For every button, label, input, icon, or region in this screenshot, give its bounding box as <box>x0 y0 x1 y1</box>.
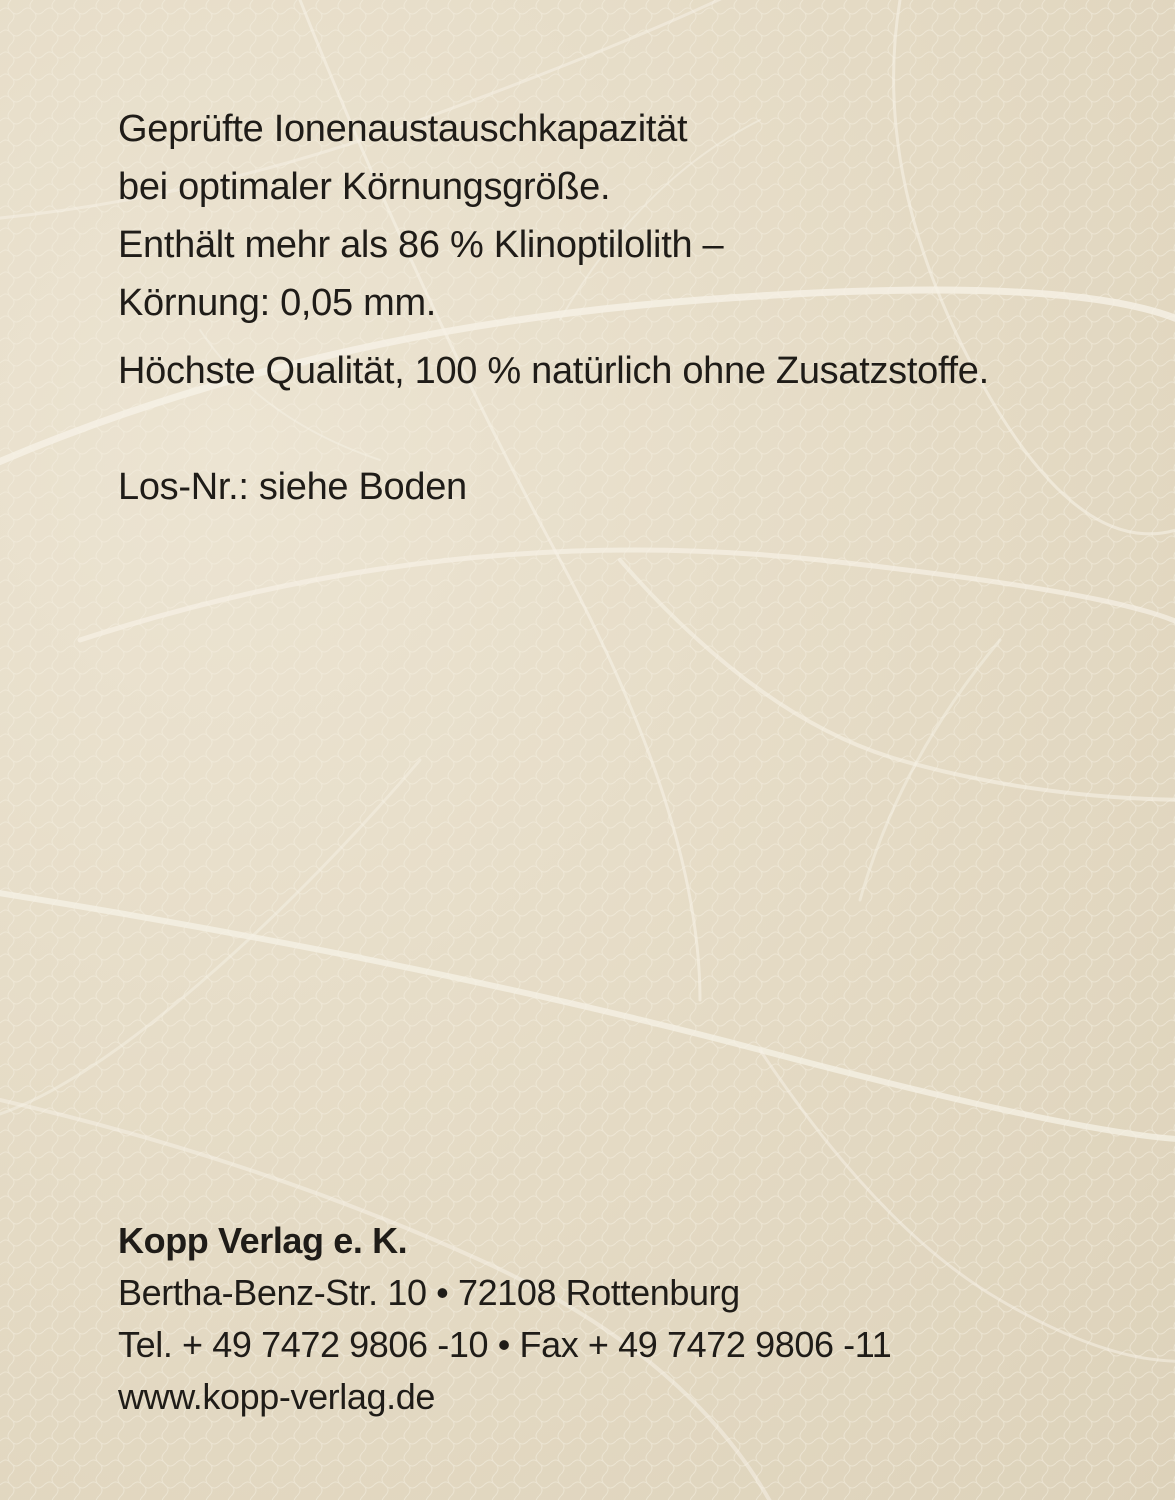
quality-line: Enthält mehr als 86 % Klinoptilolith – <box>118 224 724 266</box>
product-description <box>118 100 1118 516</box>
purity-statement: Höchste Qualität, 100 % natürlich ohne Zusatzstoffe. <box>118 350 989 392</box>
publisher-address: Bertha-Benz-Str. 10 • 72108 Rottenburg <box>118 1272 740 1313</box>
publisher-info <box>118 1215 1118 1423</box>
publisher-website: www.kopp-verlag.de <box>118 1376 435 1417</box>
publisher-contact: Tel. + 49 7472 9806 -10 • Fax + 49 7472 9806 -11 <box>118 1324 892 1365</box>
quality-line: Geprüfte Ionenaustauschkapazität <box>118 108 688 150</box>
quality-line: Körnung: 0,05 mm. <box>118 282 437 324</box>
lot-number-note: Los-Nr.: siehe Boden <box>118 466 467 508</box>
publisher-name: Kopp Verlag e. K. <box>118 1220 408 1261</box>
quality-line: bei optimaler Körnungsgröße. <box>118 166 611 208</box>
quality-paragraph <box>118 100 1118 332</box>
